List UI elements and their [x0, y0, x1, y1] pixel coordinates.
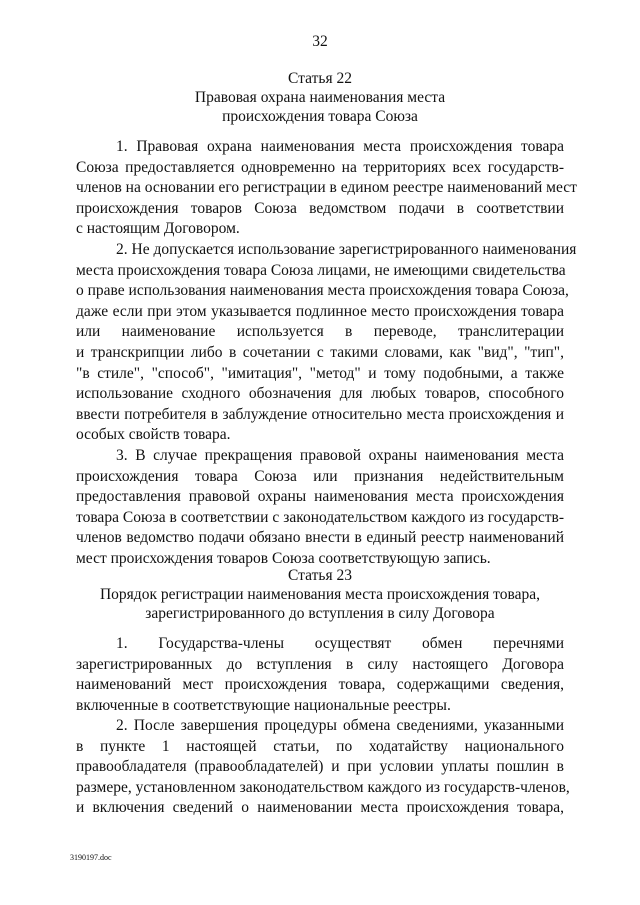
text-line: правообладателя (правообладателей) и при условии уплаты пошлин в: [76, 758, 564, 776]
text-line: происхождения товаров Союза ведомством подачи в соответствии: [76, 199, 564, 217]
text-line: 3. В случае прекращения правовой охраны наименования места: [116, 447, 564, 464]
text-line: и включения сведений о наименовании места происхождения товара,: [76, 799, 564, 817]
text-line: использование сходного обозначения для любых товаров, способного: [76, 385, 564, 403]
text-line: ввести потребителя в заблуждение относительно места происхождения и: [76, 405, 564, 423]
text-line: особых свойств товара.: [76, 426, 231, 444]
article-22-title-line: Правовая охрана наименования места: [194, 89, 446, 106]
article-23-heading: [0, 566, 640, 623]
article-23-title-line: Порядок регистрации наименования места происхождения товара,: [99, 586, 541, 603]
text-line: даже если при этом указывается подлинное место происхождения товара: [76, 302, 564, 320]
text-line: наименований мест происхождения товара, содержащими сведения,: [76, 676, 564, 694]
text-line: в пункте 1 настоящей статьи, по ходатайству национального: [76, 737, 564, 755]
document-filename: 3190197.doc: [70, 853, 112, 862]
text-line: "в стиле", "способ", "имитация", "метод" и тому подобными, а также: [76, 364, 564, 382]
text-line: предоставления правовой охраны наименования места происхождения: [76, 488, 564, 506]
article-22-paragraph-1: [76, 137, 577, 240]
text-line: места происхождения товара Союза лицами, не имеющими свидетельства: [76, 261, 566, 279]
article-22-heading: [0, 69, 640, 126]
page-number: 32: [312, 33, 328, 50]
article-22-number: Статья 22: [288, 70, 352, 87]
article-22-paragraph-2: [76, 240, 577, 446]
article-22-paragraph-3: [76, 446, 564, 570]
article-23-paragraph-1: [76, 634, 564, 716]
text-line: 2. После завершения процедуры обмена сведениями, указанными: [116, 717, 564, 734]
text-line: зарегистрированных до вступления в силу настоящего Договора: [76, 655, 564, 673]
text-line: членов на основании его регистрации в едином реестре наименований мест: [76, 179, 577, 197]
text-line: и транскрипции либо в сочетании с такими словами, как "вид", "тип",: [76, 343, 564, 361]
article-23-title-line: зарегистрированного до вступления в силу Договора: [145, 605, 495, 622]
text-line: 1. Правовая охрана наименования места происхождения товара: [116, 138, 564, 155]
text-line: 2. Не допускается использование зарегистрированного наименования: [116, 241, 577, 258]
text-line: членов ведомство подачи обязано внести в единый реестр наименований: [76, 529, 564, 547]
text-line: мест происхождения товаров Союза соответствующую запись.: [76, 549, 491, 567]
text-line: 1. Государства-члены осуществят обмен перечнями: [116, 635, 564, 652]
text-line: включенные в соответствующие национальные реестры.: [76, 696, 451, 714]
text-line: товара Союза в соответствии с законодательством каждого из государств-: [76, 508, 564, 526]
article-23-number: Статья 23: [288, 567, 352, 584]
text-line: с настоящим Договором.: [76, 220, 240, 238]
text-line: о праве использования наименования места происхождения товара Союза,: [76, 282, 569, 300]
text-line: Союза предоставляется одновременно на территориях всех государств-: [76, 158, 564, 176]
text-line: размере, установленном законодательством каждого из государств-членов,: [76, 778, 570, 796]
article-23-paragraph-2: [76, 716, 570, 819]
text-line: происхождения товара Союза или признания недействительным: [76, 467, 564, 485]
text-line: или наименование используется в переводе, транслитерации: [76, 323, 564, 341]
article-22-title-line: происхождения товара Союза: [222, 108, 418, 125]
